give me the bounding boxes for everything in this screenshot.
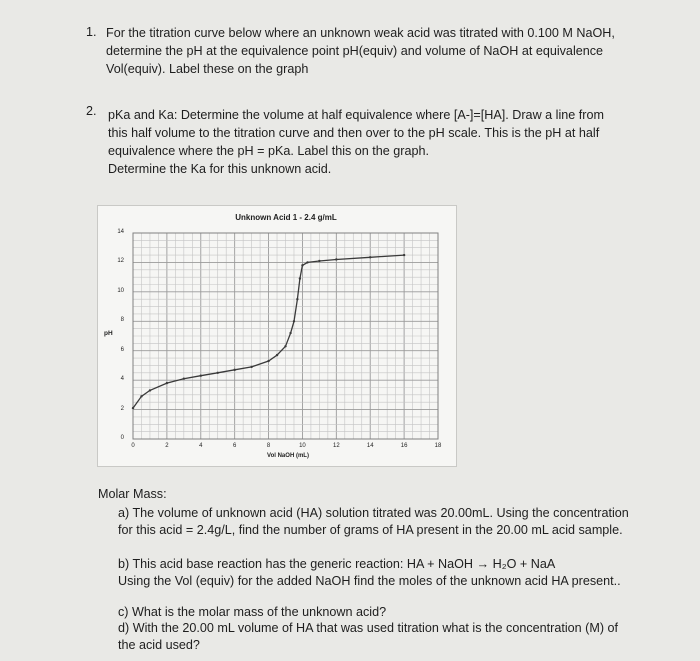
x-tick-label: 18 (434, 443, 442, 449)
q2-line: equivalence where the pH = pKa. Label this on the graph. (108, 144, 430, 158)
x-tick-label: 6 (232, 443, 237, 449)
data-point (299, 277, 301, 279)
titration-plot (98, 206, 456, 466)
part-d-line: the acid used? (118, 638, 200, 652)
q2-line: pKa and Ka: Determine the volume at half equivalence where [A-]=[HA]. Draw a line from (108, 108, 604, 122)
data-point (267, 360, 269, 362)
chart-title: Unknown Acid 1 - 2.4 g/mL (235, 213, 337, 222)
data-point (335, 258, 337, 260)
molar-mass-c: c) What is the molar mass of the unknown acid? (118, 605, 387, 619)
x-tick-label: 10 (299, 443, 306, 449)
q1-text (106, 24, 615, 78)
data-point (233, 369, 235, 371)
data-point (132, 407, 134, 409)
y-tick-label: 2 (120, 405, 124, 412)
data-point (217, 372, 219, 374)
q2-text (108, 106, 604, 178)
data-point (318, 260, 320, 262)
x-tick-label: 2 (165, 443, 169, 449)
q2-line: Determine the Ka for this unknown acid. (108, 162, 332, 176)
molar-mass-a (118, 505, 629, 539)
q2-line: this half volume to the titration curve and then over to the pH scale. This is the pH at half (108, 126, 600, 140)
x-tick-label: 0 (131, 443, 135, 449)
data-point (296, 298, 298, 300)
data-point (250, 366, 252, 368)
data-point (289, 332, 291, 334)
q2-number: 2. (86, 104, 97, 118)
y-tick-label: 0 (120, 435, 124, 441)
data-point (140, 395, 142, 397)
q1-number: 1. (86, 25, 97, 39)
data-point (183, 377, 185, 379)
q1-line: For the titration curve below where an unknown weak acid was titrated with 0.100 M NaOH, (106, 26, 615, 40)
y-tick-label: 14 (117, 229, 124, 235)
part-b-line: b) This acid base reaction has the generic reaction: HA + NaOH → H₂O + NaA (118, 557, 556, 571)
y-axis-label: pH (104, 330, 113, 337)
x-tick-label: 4 (199, 443, 203, 449)
data-point (369, 256, 371, 258)
y-tick-label: 4 (120, 376, 124, 383)
y-tick-label: 8 (120, 317, 124, 324)
molar-mass-b (118, 556, 621, 590)
data-point (403, 254, 405, 256)
data-point (306, 261, 308, 263)
molar-mass-heading: Molar Mass: (98, 487, 167, 501)
x-tick-label: 14 (366, 443, 374, 449)
part-b-line: Using the Vol (equiv) for the added NaOH find the moles of the unknown acid HA present.. (118, 574, 621, 588)
q1-line: Vol(equiv). Label these on the graph (106, 62, 309, 76)
q1-line: determine the pH at the equivalence point pH(equiv) and volume of NaOH at equivalence (106, 44, 604, 58)
y-tick-label: 10 (117, 287, 124, 294)
x-axis-label: Vol NaOH (mL) (267, 453, 309, 459)
part-d-line: d) With the 20.00 mL volume of HA that was used titration what is the concentration (M) of (118, 621, 619, 635)
data-point (284, 345, 286, 347)
data-point (293, 320, 295, 322)
y-tick-label: 6 (120, 346, 124, 353)
data-point (301, 264, 303, 266)
data-point (276, 354, 278, 356)
x-tick-label: 12 (332, 443, 340, 449)
data-point (149, 389, 151, 391)
x-tick-label: 16 (400, 443, 408, 449)
data-point (200, 375, 202, 377)
x-tick-label: 8 (266, 443, 271, 449)
data-point (166, 382, 168, 384)
titration-graph (97, 205, 457, 467)
part-a-line: a) The volume of unknown acid (HA) solution titrated was 20.00mL. Using the concentration (118, 506, 629, 520)
part-a-line: for this acid = 2.4g/L, find the number of grams of HA present in the 20.00 mL acid sample. (118, 523, 623, 537)
molar-mass-d (118, 620, 618, 654)
y-tick-label: 12 (117, 258, 124, 265)
